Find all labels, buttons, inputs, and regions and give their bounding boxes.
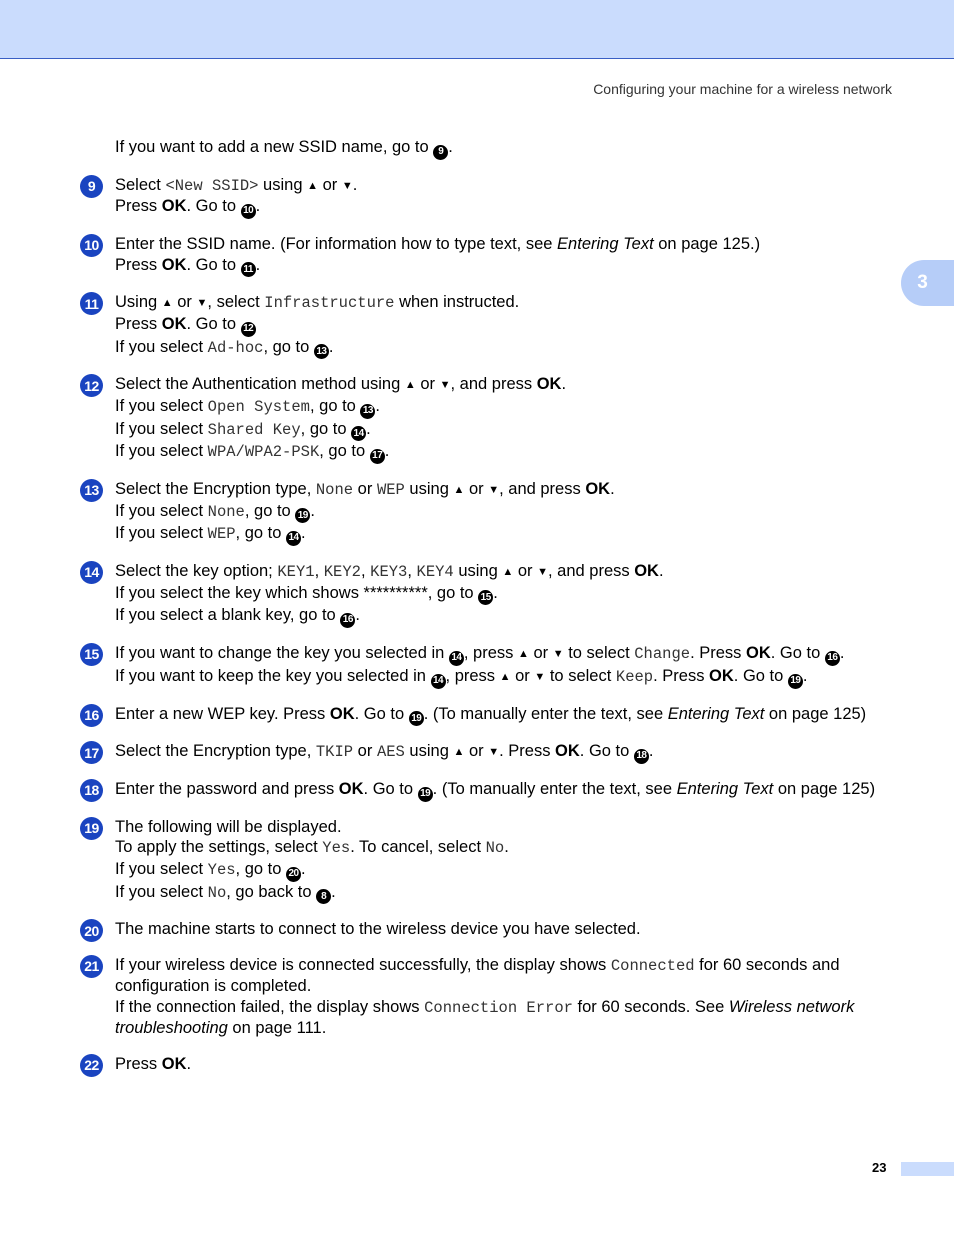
step-ref-icon: 12 [241,322,256,337]
step-ref-icon: 14 [449,651,464,666]
step-ref-icon: 19 [788,674,803,689]
down-arrow-icon: ▼ [488,746,500,759]
down-arrow-icon: ▼ [488,484,500,496]
step-20 [80,919,900,940]
step-line: Enter a new WEP key. Press OK. Go to 19 . (To manually enter the text, see Entering Text on page 125) [115,704,900,727]
step-line: Select the Authentication method using ▲ or ▼, and press OK. [115,375,567,394]
step-13 [80,479,900,546]
step-line: Press OK. [115,1054,192,1073]
step-ref-icon: 14 [351,426,366,441]
step-line: If you select WPA/WPA2-PSK, go to 17 . [115,441,900,464]
top-band [0,0,954,59]
step-list [80,137,900,1089]
up-arrow-icon: ▲ [453,746,465,759]
down-arrow-icon: ▼ [196,297,208,310]
up-arrow-icon: ▲ [161,297,173,310]
step-ref-icon: 17 [370,449,385,464]
step-11 [80,292,900,359]
step-ref-icon: 19 [418,787,433,802]
step-ref-icon: 10 [241,204,256,219]
intro-line: If you want to add a new SSID name, go to 9 . [115,137,900,160]
step-line: If you want to change the key you selected in 14 , press ▲ or ▼ to select Change. Press OK. Go to 16 . [115,643,900,666]
step-number-icon: 17 [80,741,103,764]
down-arrow-icon: ▼ [534,670,546,683]
step-line: Enter the SSID name. (For information how to type text, see Entering Text on page 125.) [115,235,761,253]
step-line: If you select a blank key, go to 16 . [115,605,900,628]
step-line: If you select None, go to 19 . [115,501,900,524]
step-line: If you select the key which shows **********, go to 15 . [115,583,900,606]
step-ref-icon: 8 [316,889,331,904]
step-line: If you select Open System, go to 13 . [115,396,900,419]
step-ref-icon: 14 [286,531,301,546]
step-number-icon: 21 [80,955,103,978]
down-arrow-icon: ▼ [341,179,353,192]
up-arrow-icon: ▲ [499,670,511,683]
step-14 [80,561,900,628]
down-arrow-icon: ▼ [552,648,564,660]
step-number-icon: 12 [80,374,103,397]
step-ref-icon: 11 [241,262,256,277]
step-line: Select the key option; KEY1, KEY2, KEY3, KEY4 using ▲ or ▼, and press OK. [115,562,664,581]
step-ref-icon: 13 [360,404,375,419]
step-line: If the connection failed, the display shows Connection Error for 60 seconds. See Wireless network troubleshooting on page 111. [115,997,855,1038]
step-number-icon: 22 [80,1054,103,1077]
step-ref-icon: 16 [340,613,355,628]
step-9 [80,175,900,219]
step-ref-icon: 20 [286,867,301,882]
step-ref-icon: 15 [478,590,493,605]
step-line: Select the Encryption type, None or WEP using ▲ or ▼, and press OK. [115,480,615,499]
page-number: 23 [872,1160,887,1175]
step-ref-icon: 19 [295,508,310,523]
step-line: The machine starts to connect to the wireless device you have selected. [115,920,641,939]
step-12 [80,374,900,464]
step-ref-icon: 16 [825,651,840,666]
up-arrow-icon: ▲ [453,484,465,496]
down-arrow-icon: ▼ [537,566,548,578]
up-arrow-icon: ▲ [518,648,529,660]
step-line: To apply the settings, select Yes. To cancel, select No. [115,838,509,858]
step-21 [80,955,900,1039]
step-10 [80,234,900,277]
step-18 [80,779,900,802]
step-number-icon: 16 [80,704,103,727]
step-number-icon: 14 [80,561,103,584]
step-ref-icon: 14 [431,674,446,689]
step-ref-icon: 13 [314,344,329,359]
step-number-icon: 10 [80,234,103,257]
step-number-icon: 20 [80,919,103,942]
step-number-icon: 9 [80,175,103,198]
up-arrow-icon: ▲ [502,566,514,578]
step-line: If you select WEP, go to 14 . [115,523,900,546]
step-19 [80,817,900,905]
step-line: If you select Yes, go to 20 . [115,859,900,882]
step-22 [80,1054,900,1075]
step-15 [80,643,900,689]
step-line: Press OK. Go to 10 . [115,196,900,219]
step-ref-icon: 9 [433,145,448,160]
step-number-icon: 15 [80,643,103,666]
step-number-icon: 13 [80,479,103,502]
step-number-icon: 11 [80,292,103,315]
step-line: Select <New SSID> using ▲ or ▼. [115,175,358,195]
step-number-icon: 19 [80,817,103,840]
down-arrow-icon: ▼ [439,379,451,392]
step-line: If you select Shared Key, go to 14 . [115,419,900,442]
chapter-tab: 3 [901,260,954,306]
step-ref-icon: 18 [634,749,649,764]
step-line: If you want to keep the key you selected in 14 , press ▲ or ▼ to select Keep. Press OK. Go to 19 . [115,666,900,689]
step-line: Press OK. Go to 11 . [115,255,900,278]
step-17 [80,741,900,764]
step-ref-icon: 19 [409,711,424,726]
running-header: Configuring your machine for a wireless network [593,81,892,97]
step-line: If you select Ad-hoc, go to 13 . [115,337,900,360]
step-line: Select the Encryption type, TKIP or AES using ▲ or ▼. Press OK. Go to 18 . [115,741,900,764]
step-16 [80,704,900,727]
step-line: If your wireless device is connected successfully, the display shows Connected for 60 seconds and configuration is completed. [115,955,840,996]
step-number-icon: 18 [80,779,103,802]
step-line: Press OK. Go to 12 [115,314,900,337]
step-line: Using ▲ or ▼, select Infrastructure when instructed. [115,293,520,313]
step-line: Enter the password and press OK. Go to 19 . (To manually enter the text, see Entering Text on page 125) [115,779,900,802]
page-bar [901,1162,954,1176]
up-arrow-icon: ▲ [307,179,318,192]
up-arrow-icon: ▲ [404,379,416,392]
step-line: If you select No, go back to 8 . [115,882,900,905]
step-line: The following will be displayed. [115,817,342,836]
